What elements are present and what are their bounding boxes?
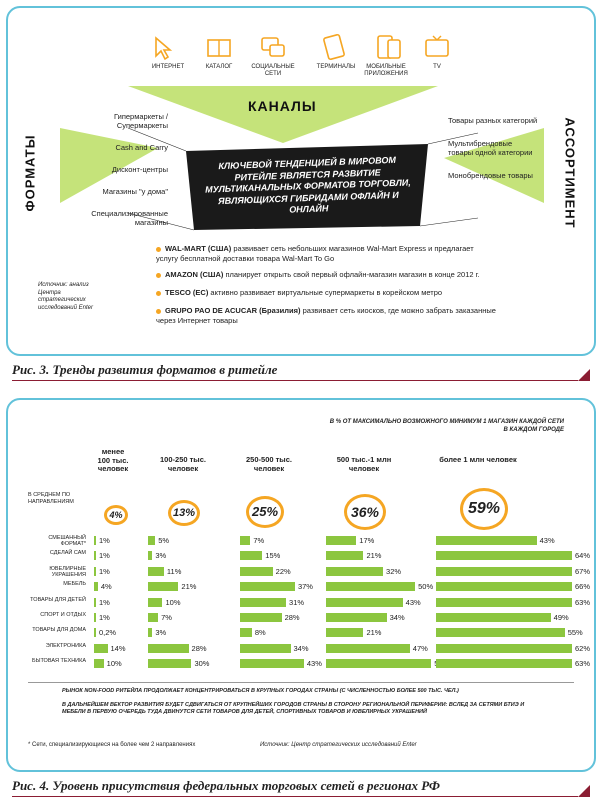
bar-value-label: 49% xyxy=(553,613,569,622)
bar-value-label: 21% xyxy=(366,628,382,638)
bar-value-label: 4% xyxy=(100,582,112,592)
figure-4-caption: Рис. 4. Уровень присутствия федеральных торговых сетей в регионах РФ xyxy=(12,778,440,793)
average-circle: 4% xyxy=(104,505,128,525)
bar-value-label: 28% xyxy=(191,643,207,653)
bar xyxy=(240,644,291,653)
bar xyxy=(148,582,178,591)
bar xyxy=(436,582,572,591)
bar xyxy=(94,536,96,545)
bar xyxy=(436,613,551,622)
bar-value-label: 50% xyxy=(418,582,434,592)
assortment-title: АССОРТИМЕНТ xyxy=(562,117,578,229)
average-circle: 13% xyxy=(168,500,200,526)
caption-rule xyxy=(12,796,578,797)
bar xyxy=(240,659,304,668)
footnote: * Сети, специализирующиеся на более чем 2 направлениях xyxy=(28,742,196,748)
bar xyxy=(436,644,572,653)
bar xyxy=(240,628,252,637)
bar-value-label: 21% xyxy=(181,582,197,592)
bar-value-label: 34% xyxy=(389,613,405,622)
bar xyxy=(148,536,155,545)
bar xyxy=(148,644,189,653)
figure-3-caption: Рис. 3. Тренды развития форматов в ритейле xyxy=(12,362,278,377)
bar-value-label: 43% xyxy=(306,659,322,669)
bar xyxy=(148,628,152,637)
bar-value-label: 0,2% xyxy=(99,628,117,638)
channel-label: ИНТЕРНЕТ xyxy=(151,64,185,70)
bar-value-label: 66% xyxy=(575,582,591,592)
category-label: МЕБЕЛЬ xyxy=(63,581,86,588)
bar xyxy=(148,598,162,607)
bullet-dot xyxy=(156,291,161,296)
bar-value-label: 1% xyxy=(99,551,110,561)
bar-value-label: 30% xyxy=(194,659,210,669)
bar-value-label: 63% xyxy=(575,597,591,607)
bar xyxy=(240,551,262,560)
bar xyxy=(94,551,96,560)
chart-subtitle: В % ОТ МАКСИМАЛЬНО ВОЗМОЖНОГО МИНИМУМ 1 МАГАЗИН КАЖДОЙ СЕТИ В КАЖДОМ ГОРОДЕ xyxy=(329,419,564,433)
format-item: Специализированные магазины xyxy=(91,209,168,227)
bar-value-label: 1% xyxy=(99,613,110,622)
bar-value-label: 67% xyxy=(575,566,591,576)
bar-value-label: 22% xyxy=(275,566,291,576)
bar xyxy=(240,567,273,576)
bar xyxy=(326,659,431,668)
column-header: более 1 млн человек xyxy=(439,455,517,464)
bar xyxy=(436,628,565,637)
bar xyxy=(326,598,403,607)
channels-title: КАНАЛЫ xyxy=(248,98,317,114)
bar xyxy=(148,613,158,622)
bar xyxy=(148,659,191,668)
bar xyxy=(326,613,387,622)
bar xyxy=(436,551,572,560)
bar xyxy=(326,551,363,560)
bar-value-label: 28% xyxy=(284,613,300,622)
bar xyxy=(436,536,537,545)
bullet-dot xyxy=(156,273,161,278)
example-company: WAL-MART (США) xyxy=(165,244,232,253)
channel-label: ТЕРМИНАЛЫ xyxy=(316,64,356,70)
format-item: Магазины "у дома" xyxy=(102,187,168,196)
bar-value-label: 10% xyxy=(106,659,122,669)
bar-value-label: 1% xyxy=(99,566,110,576)
notes-divider xyxy=(28,682,574,683)
bar-value-label: 17% xyxy=(359,536,375,545)
channel-label: СОЦИАЛЬНЫЕ СЕТИ xyxy=(251,64,295,77)
bar xyxy=(436,567,572,576)
bar xyxy=(94,628,96,637)
column-header: 500 тыс.-1 млн человек xyxy=(336,455,392,473)
bar-value-label: 11% xyxy=(166,566,182,576)
bar xyxy=(94,644,108,653)
tv-icon xyxy=(426,36,448,56)
average-circle: 59% xyxy=(460,488,508,530)
format-item: Гипермаркеты / Супермаркеты xyxy=(113,112,168,130)
chat-icon xyxy=(262,38,284,56)
bar-value-label: 32% xyxy=(386,566,402,576)
example-company: GRUPO PAO DE ACUCAR (Бразилия) xyxy=(165,306,301,315)
bar-value-label: 21% xyxy=(366,551,382,561)
bar-value-label: 62% xyxy=(575,643,591,653)
bar-value-label: 5% xyxy=(158,536,170,545)
example-item xyxy=(156,306,496,325)
bar-value-label: 37% xyxy=(297,582,313,592)
channels-arrow xyxy=(128,86,438,143)
assortment-list xyxy=(448,116,538,180)
bar-value-label: 34% xyxy=(293,643,309,653)
average-label: В СРЕДНЕМ ПО НАПРАВЛЕНИЯМ xyxy=(28,492,74,505)
terminal-icon xyxy=(323,34,344,59)
example-text: развивает сеть киосков, где можно забрать заказанные через Интернет товары xyxy=(156,306,496,325)
example-item xyxy=(156,244,496,263)
category-label: ЮВЕЛИРНЫЕ УКРАШЕНИЯ xyxy=(49,565,86,578)
bar-value-label: 7% xyxy=(253,536,265,545)
example-text: активно развивает виртуальные супермаркеты в корейском метро xyxy=(208,288,443,297)
figure-3-panel xyxy=(6,6,596,356)
bar xyxy=(436,598,572,607)
bar xyxy=(326,567,383,576)
bar xyxy=(94,659,104,668)
bar xyxy=(326,536,356,545)
bar-value-label: 3% xyxy=(155,628,167,638)
bullet-dot xyxy=(156,247,161,252)
bar xyxy=(436,659,572,668)
column-header: менее 100 тыс. человек xyxy=(97,447,129,473)
bar xyxy=(240,536,250,545)
bar xyxy=(326,628,363,637)
category-label: ЭЛЕКТРОНИКА xyxy=(45,642,86,649)
bar xyxy=(240,598,286,607)
example-company: AMAZON (США) xyxy=(165,270,224,279)
figure-3-source: Источник: анализ Центра стратегических исследований Enter xyxy=(38,282,93,311)
bar xyxy=(326,582,415,591)
column-header: 100-250 тыс. человек xyxy=(160,455,206,473)
bar-value-label: 3% xyxy=(155,551,167,561)
note-text: В ДАЛЬНЕЙШЕМ ВЕКТОР РАЗВИТИЯ БУДЕТ СДВИГАТЬСЯ ОТ КРУПНЕЙШИХ ГОРОДОВ СТРАНЫ В СТОРОНУ РЕГИОНАЛЬНОЙ ПЕРИФЕРИИ: ВСЛЕД ЗА СЕТЯМИ БТИЭ И МЕБЕЛИ В ПЕРВУЮ ОЧЕРЕДЬ ТУДА ДВИНУТСЯ СЕТИ ТОВАРОВ ДЛЯ ДЕТЕЙ, СПОРТИВНЫХ ТОВАРОВ И ЮВЕЛИРНЫХ УКРАШЕНИЙ xyxy=(62,702,525,715)
example-company: TESCO (ЕС) xyxy=(165,288,209,297)
channel-label: КАТАЛОГ xyxy=(205,64,233,70)
assortment-item: Товары разных категорий xyxy=(448,116,538,125)
bar-value-label: 14% xyxy=(110,643,126,653)
bar xyxy=(148,567,164,576)
category-label: СДЕЛАЙ САМ xyxy=(49,550,86,557)
bar-value-label: 55% xyxy=(567,628,583,638)
bullet-dot xyxy=(156,309,161,314)
bar xyxy=(94,582,98,591)
caption-rule xyxy=(12,380,578,381)
average-circle: 25% xyxy=(246,496,284,528)
example-item xyxy=(156,288,516,298)
bar-value-label: 10% xyxy=(165,597,181,607)
example-text: планирует открыть свой первый офлайн-магазин магазин в конце 2012 г. xyxy=(223,270,480,279)
bar-value-label: 8% xyxy=(254,628,266,638)
figure-4-source: Источник: Центр стратегических исследований Enter xyxy=(260,742,417,748)
bar-value-label: 15% xyxy=(265,551,281,561)
channel-label: TV xyxy=(433,64,441,70)
assortment-item: Мультибрендовые товары одной категории xyxy=(448,139,533,157)
book-icon xyxy=(208,40,230,56)
bar-value-label: 1% xyxy=(99,597,110,607)
category-label: БЫТОВАЯ ТЕХНИКА xyxy=(31,658,86,665)
bar-value-label: 7% xyxy=(161,613,172,622)
figure-4-panel xyxy=(6,398,596,772)
category-label: ТОВАРЫ ДЛЯ ДОМА xyxy=(32,627,86,634)
column-header: 250-500 тыс. человек xyxy=(246,455,292,473)
formats-title: ФОРМАТЫ xyxy=(22,134,38,212)
example-text: развивает сеть небольших магазинов Wal-Mart Express и предлагает услугу бесплатной доставки товара Wal-Mart To Go xyxy=(156,244,474,263)
central-text: КЛЮЧЕВОЙ ТЕНДЕНЦИЕЙ В МИРОВОМ РИТЕЙЛЕ ЯВЛЯЕТСЯ РАЗВИТИЕ МУЛЬТИКАНАЛЬНЫХ ФОРМАТОВ ТОРГОВЛИ, ЯВЛЯЮЩИХСЯ ГИБРИДАМИ ОФЛАЙН И ОНЛАЙН xyxy=(204,154,411,215)
bar-value-label: 63% xyxy=(575,659,591,669)
bar-value-label: 64% xyxy=(575,551,591,561)
category-label: СМЕШАННЫЙ ФОРМАТ* xyxy=(48,535,86,547)
cursor-icon xyxy=(156,38,170,59)
bar-value-label: 43% xyxy=(405,597,421,607)
bar xyxy=(240,613,282,622)
channel-label: МОБИЛЬНЫЕ ПРИЛОЖЕНИЯ xyxy=(364,64,408,77)
format-item: Дисконт-центры xyxy=(111,165,168,174)
bar-value-label: 47% xyxy=(412,643,428,653)
bar-value-label: 1% xyxy=(99,536,110,545)
bar xyxy=(326,644,410,653)
format-item: Cash and Carry xyxy=(115,143,168,152)
bar xyxy=(94,598,96,607)
bar xyxy=(94,567,96,576)
example-item xyxy=(156,270,516,280)
assortment-item: Монобрендовые товары xyxy=(448,171,533,180)
mobile-icon xyxy=(378,36,400,58)
bar-value-label: 43% xyxy=(539,536,555,545)
bar xyxy=(240,582,295,591)
bar xyxy=(148,551,152,560)
caption-corner xyxy=(578,369,590,381)
category-label: ТОВАРЫ ДЛЯ ДЕТЕЙ xyxy=(30,596,86,603)
note-text: РЫНОК NON-FOOD РИТЕЙЛА ПРОДОЛЖАЕТ КОНЦЕНТРИРОВАТЬСЯ В КРУПНЫХ ГОРОДАХ СТРАНЫ (С ЧИСЛЕННОСТЬЮ БОЛЕЕ 500 ТЫС. ЧЕЛ.) xyxy=(62,688,459,694)
bar-value-label: 31% xyxy=(289,597,305,607)
average-circle: 36% xyxy=(344,494,386,530)
bar xyxy=(94,613,96,622)
caption-corner xyxy=(578,785,590,797)
category-label: СПОРТ И ОТДЫХ xyxy=(40,612,86,618)
formats-list xyxy=(68,112,168,227)
